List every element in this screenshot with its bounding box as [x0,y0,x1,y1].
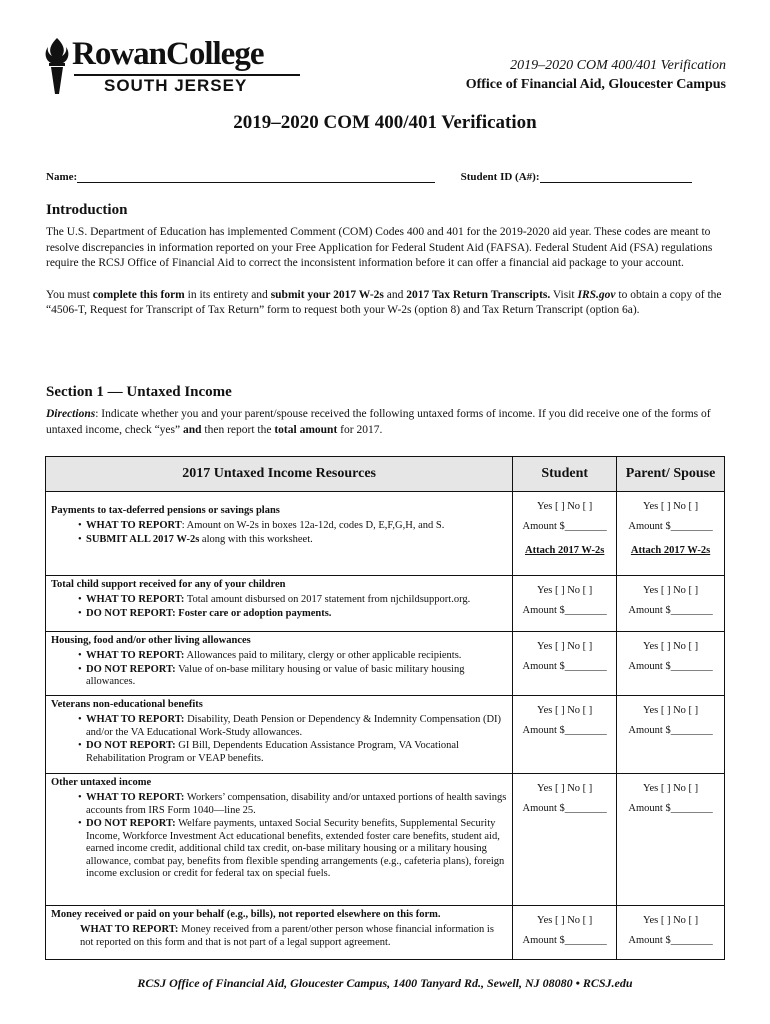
text-run: Value of on-base military housing or value of basic military housing allowances. [86,663,465,687]
college-logo [42,36,302,98]
logo-wordmark: RowanCollege [72,36,264,72]
parent-response [617,492,725,576]
student-response [513,774,617,906]
report-item [86,520,512,533]
logo-subtitle: SOUTH JERSEY [104,76,248,95]
untaxed-income-table [45,456,725,960]
text-run: WHAT TO REPORT: [86,792,185,803]
header-parent-spouse: Parent/ Spouse [617,457,725,492]
yes-no-checkbox[interactable]: Yes [ ] No [ ] [642,641,699,652]
amount-field[interactable]: Amount $________ [628,725,713,736]
attach-w2-note: Attach 2017 W-2s [525,545,605,556]
row-title: Housing, food and/or other living allowances [51,635,251,646]
yes-no-checkbox[interactable]: Yes [ ] No [ ] [537,501,593,512]
table-row [46,906,725,960]
header-student: Student [513,457,617,492]
text-run: DO NOT REPORT: [86,607,176,619]
table-row [46,696,725,774]
amount-field[interactable]: Amount $________ [628,605,713,616]
student-response [513,632,617,696]
yes-no-checkbox[interactable]: Yes [ ] No [ ] [642,783,699,794]
amount-field[interactable]: Amount $________ [522,803,607,814]
student-response [513,696,617,774]
attach-w2-note: Attach 2017 W-2s [630,545,711,556]
text-run: Allowances paid to military, clergy or other applicable recipients. [184,650,462,661]
row-description [46,906,513,960]
report-item [86,792,512,817]
yes-no-checkbox[interactable]: Yes [ ] No [ ] [642,915,699,926]
text-run: WHAT TO REPORT: [86,594,185,605]
amount-field[interactable]: Amount $________ [522,661,607,672]
text-run: in its entirety and [184,288,271,301]
submit-item [86,534,512,547]
section-1-directions [46,407,726,438]
text-run: submit your 2017 W-2s [270,288,384,301]
parent-response [617,906,725,960]
text-run: SUBMIT ALL 2017 W-2s [86,533,200,545]
row-title: Other untaxed income [51,777,152,788]
name-id-row [46,170,726,183]
text-run: WHAT TO REPORT [86,520,182,531]
amount-field[interactable]: Amount $________ [628,661,713,672]
name-label: Name: [46,171,78,183]
text-run: : Amount on W-2s in boxes 12a-12d, codes D, E,F,G,H, and S. [181,520,445,531]
student-id-field[interactable] [540,170,692,183]
amount-field[interactable]: Amount $________ [522,725,607,736]
exclude-item [86,818,512,881]
parent-response [617,632,725,696]
amount-field[interactable]: Amount $________ [522,521,607,532]
row-description [46,774,513,906]
text-run: Foster care or adoption payments. [175,607,332,619]
row-description [46,576,513,632]
text-run: : Indicate whether you and your parent/spouse received the following untaxed forms of income. If you did receive one of the forms of untaxed income, check “yes” [46,408,711,436]
exclude-item [86,608,512,621]
text-run: Visit [550,288,578,301]
amount-field[interactable]: Amount $________ [628,803,713,814]
row-description [46,632,513,696]
row-title: Veterans non-educational benefits [51,699,203,710]
text-run: Disability, Death Pension or Dependency & Indemnity Compensation (DI) and/or the VA Educational Work-Study allowances. [86,714,502,738]
text-run: Total amount disbursed on 2017 statement from njchildsupport.org. [184,594,471,605]
text-run: for 2017. [337,423,383,436]
parent-response [617,576,725,632]
report-item [86,650,512,663]
text-run: WHAT TO REPORT: [86,714,185,725]
introduction-heading: Introduction [46,202,128,218]
text-run: Workers’ compensation, disability and/or untaxed portions of health savings accounts from IRS Form 1040—line 25. [86,792,507,816]
text-run: and [383,288,407,301]
amount-field[interactable]: Amount $________ [522,605,607,616]
text-run: DO NOT REPORT: [86,740,176,751]
table-row [46,576,725,632]
text-run: WHAT TO REPORT: [86,650,185,661]
section-1-heading: Section 1 — Untaxed Income [46,384,232,400]
row-title: Total child support received for any of your children [51,579,286,590]
table-row [46,774,725,906]
yes-no-checkbox[interactable]: Yes [ ] No [ ] [642,501,699,512]
yes-no-checkbox[interactable]: Yes [ ] No [ ] [537,705,593,716]
text-run: then report the [201,423,275,436]
yes-no-checkbox[interactable]: Yes [ ] No [ ] [537,783,593,794]
text-run: GI Bill, Dependents Education Assistance Program, VA Vocational Rehabilitation Program or VEAP benefits. [86,740,459,764]
parent-response [617,774,725,906]
header-form-name: 2019–2020 COM 400/401 Verification [510,58,726,73]
header-resources: 2017 Untaxed Income Resources [46,457,513,492]
row-title: Money received or paid on your behalf (e.g., bills), not reported elsewhere on this form. [51,909,441,920]
yes-no-checkbox[interactable]: Yes [ ] No [ ] [537,915,593,926]
report-item [86,714,512,739]
text-run: Directions [46,408,96,420]
report-item [86,594,512,607]
header-office: Office of Financial Aid, Gloucester Campus [465,77,726,92]
page-footer: RCSJ Office of Financial Aid, Gloucester Campus, 1400 Tanyard Rd., Sewell, NJ 08080 • RCSJ.edu [137,976,633,990]
table-row [46,492,725,576]
text-run: 2017 Tax Return Transcripts. [406,288,551,301]
exclude-item [86,740,512,765]
student-response [513,576,617,632]
text-run: DO NOT REPORT: [86,663,176,675]
instructions-paragraph [46,288,726,319]
table-header-row [46,457,725,492]
student-id-label: Student ID (A#): [460,171,540,183]
text-run: total amount [274,423,338,436]
amount-field[interactable]: Amount $________ [628,521,713,532]
yes-no-checkbox[interactable]: Yes [ ] No [ ] [642,585,699,596]
text-run: complete this form [92,288,185,301]
row-description [46,696,513,774]
torch-icon [42,36,72,96]
text-run: along with this worksheet. [199,533,313,545]
introduction-paragraph: The U.S. Department of Education has implemented Comment (COM) Codes 400 and 401 for the 2019-2020 aid year. These codes are meant to resolve discrepancies in information reported on your Free Application for Federal Student Aid (FAFSA). Federal Student Aid (FSA) regulations require the RCSJ Office of Financial Aid to correct the inconsistent information before it can offer a financial aid package to your account. [46,226,713,269]
report-item [46,922,512,951]
text-run: WHAT TO REPORT: [80,924,179,935]
row-title: Payments to tax-deferred pensions or savings plans [51,505,280,516]
name-field[interactable] [77,170,435,183]
yes-no-checkbox[interactable]: Yes [ ] No [ ] [537,585,593,596]
yes-no-checkbox[interactable]: Yes [ ] No [ ] [642,705,699,716]
student-response [513,906,617,960]
text-run: and [182,423,202,436]
amount-field[interactable]: Amount $________ [522,935,607,946]
section-1 [46,384,726,438]
text-run: DO NOT REPORT: [86,818,176,829]
parent-response [617,696,725,774]
table-row [46,632,725,696]
yes-no-checkbox[interactable]: Yes [ ] No [ ] [537,641,593,652]
introduction-section [46,202,726,319]
header-info [466,56,726,94]
page-title: 2019–2020 COM 400/401 Verification [233,112,537,133]
text-run: Welfare payments, untaxed Social Security benefits, Supplemental Security Income, Workforce Investment Act educational benefits, extended foster care benefits, student aid, earned income credit, additional child tax credit, on-base military housing or a military housing allowance, combat pay, benefits from flexible spending arrangements (e.g., cafeteria plans), foreign income exclusion or credit for federal tax on special fuels. [86,818,505,879]
student-response [513,492,617,576]
row-description [46,492,513,576]
exclude-item [86,664,512,689]
amount-field[interactable]: Amount $________ [628,935,713,946]
text-run: to obtain a copy of the “4506-T, Request for Transcript of Tax Return” form to request both your W-2s (option 8) and Tax Return Transcript (option 6a). [46,288,722,316]
irs-link[interactable]: IRS.gov [577,288,616,301]
text-run: You must [46,288,93,301]
text-run: Money received from a parent/other person whose financial information is not reported on this form and that is not part of a legal support agreement. [80,924,494,948]
